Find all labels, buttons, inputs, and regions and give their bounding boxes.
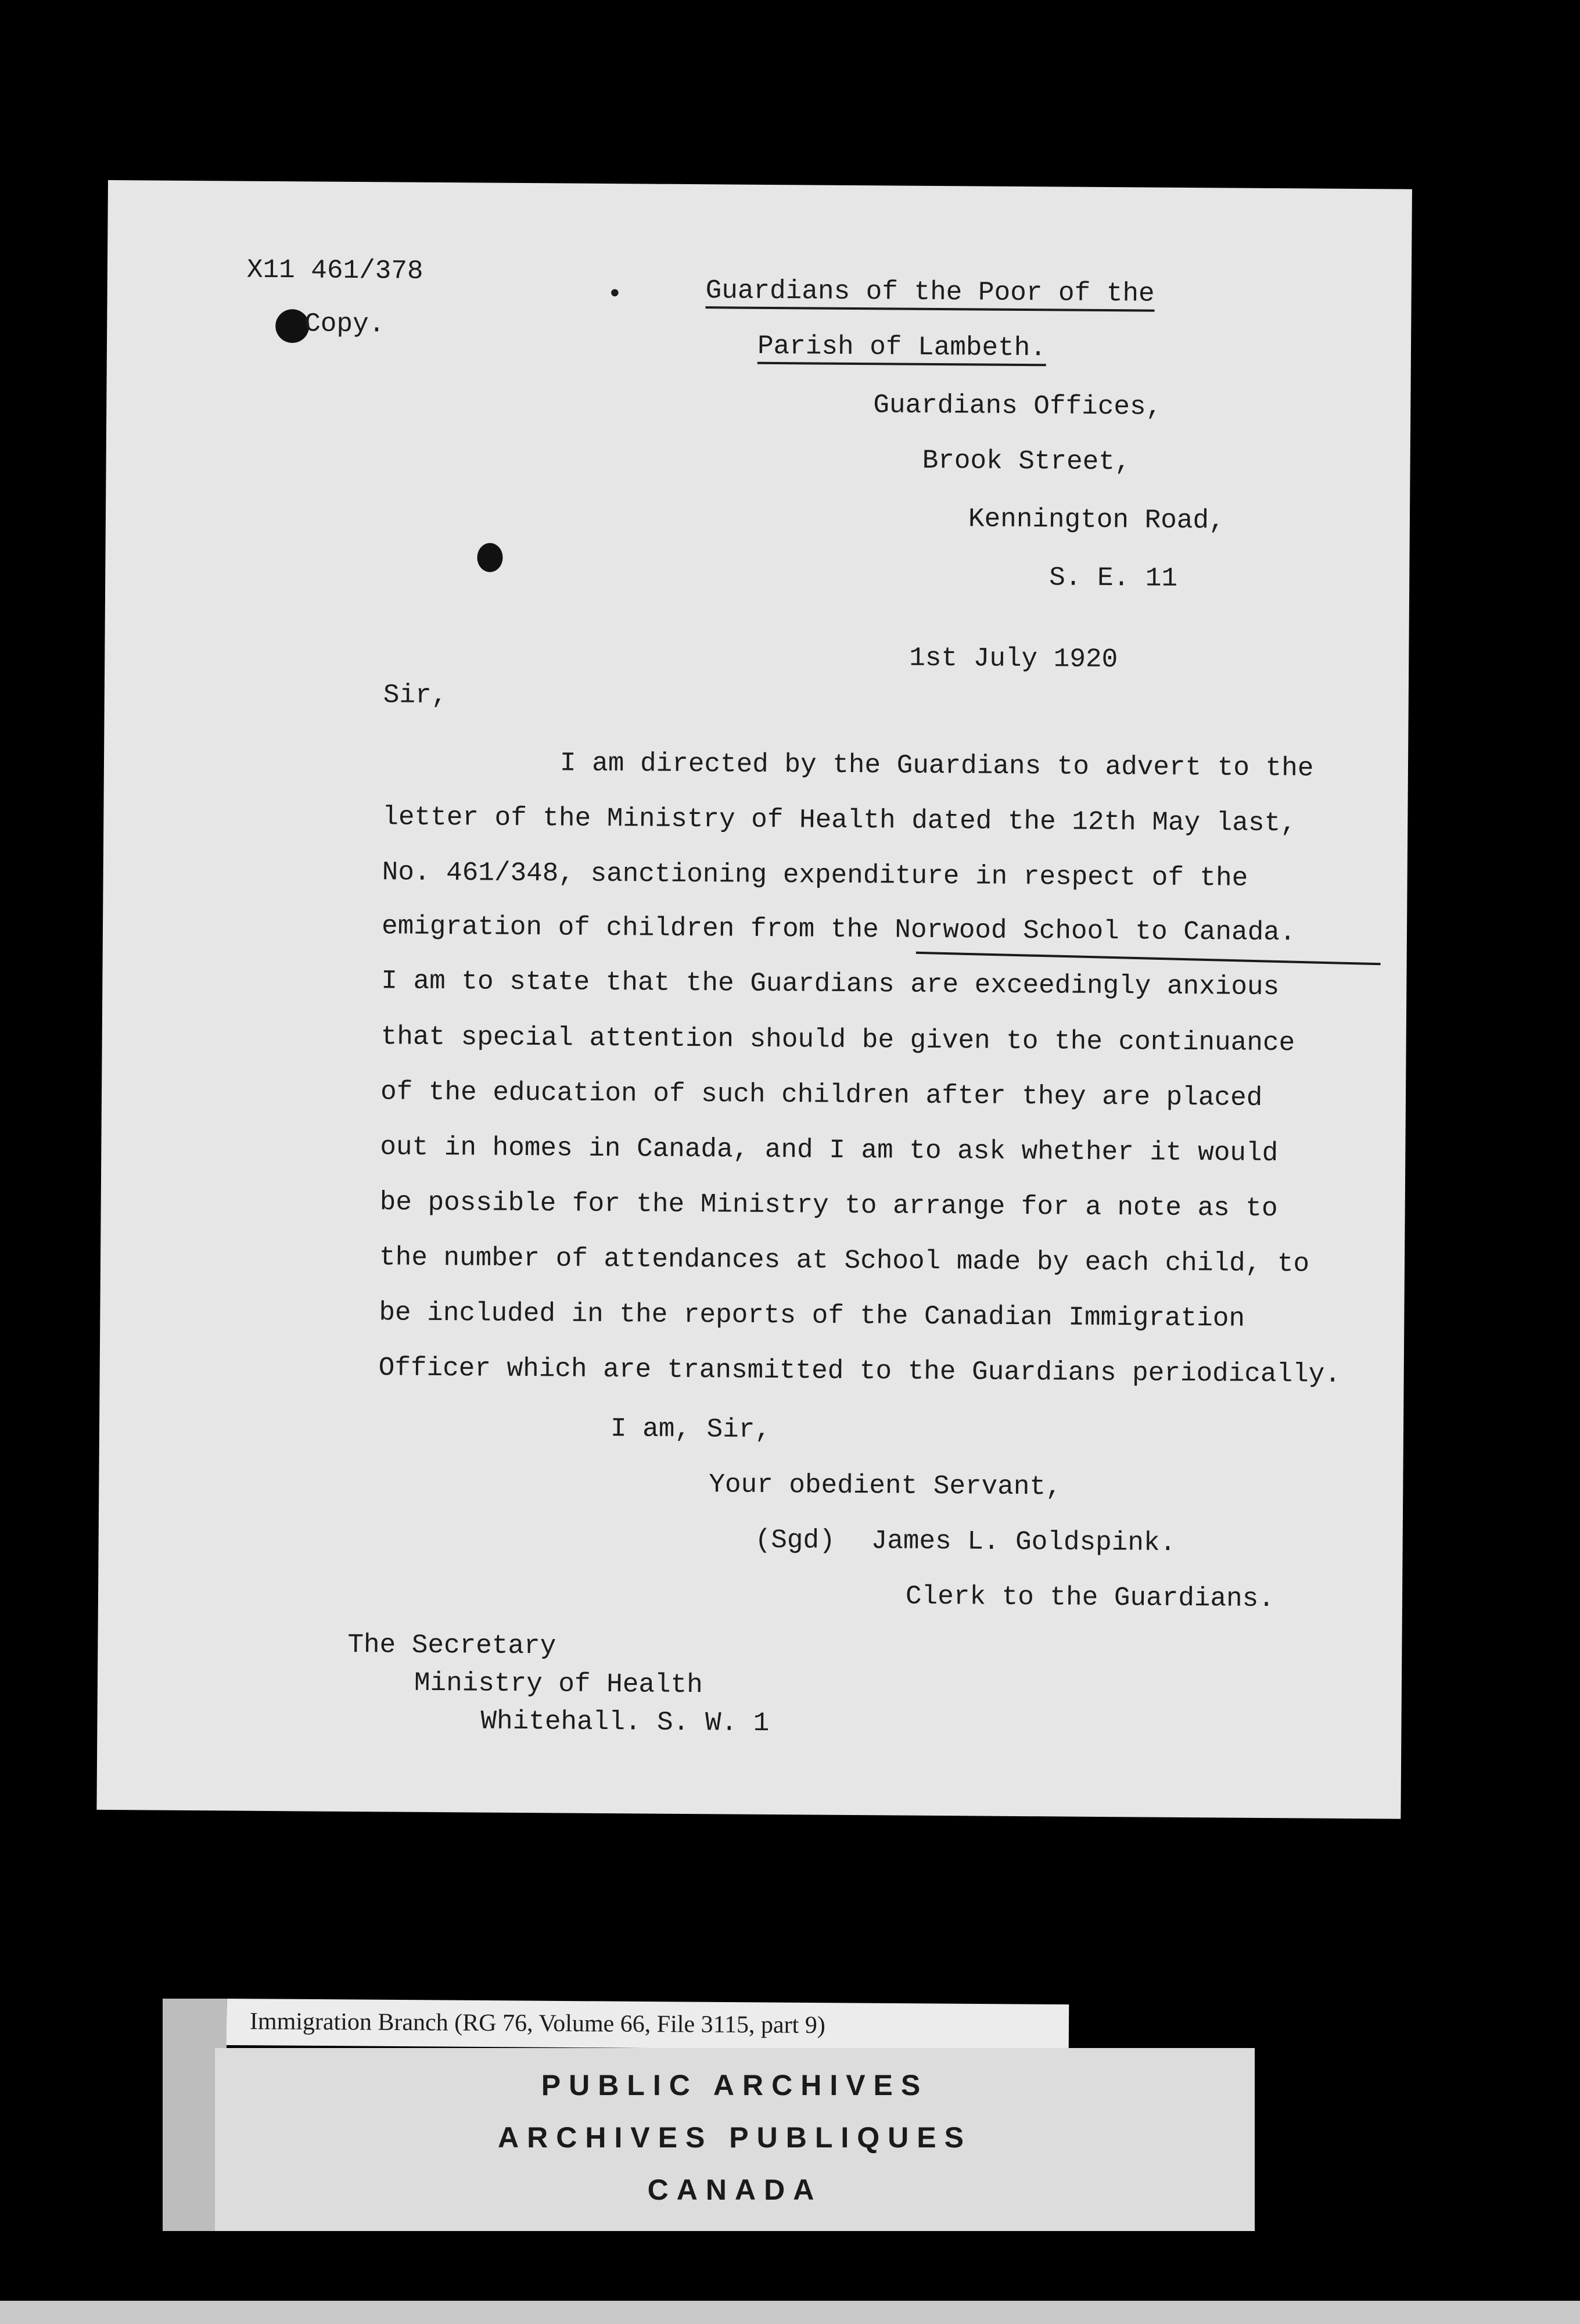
recipient-line2: Ministry of Health xyxy=(414,1667,703,1701)
body-line: emigration of children from the Norwood School to Canada. xyxy=(381,911,1296,948)
address-line1: Guardians Offices, xyxy=(873,390,1162,422)
copy-label: Copy. xyxy=(304,309,385,340)
stamp-line3: CANADA xyxy=(647,2174,823,2206)
letter-date: 1st July 1920 xyxy=(909,643,1118,675)
body-line: Officer which are transmitted to the Guardians periodically. xyxy=(378,1353,1341,1390)
archive-citation: Immigration Branch (RG 76, Volume 66, File 3115, part 9) xyxy=(249,2008,825,2039)
address-line4: S. E. 11 xyxy=(1049,562,1178,594)
signer-title: Clerk to the Guardians. xyxy=(905,1581,1275,1615)
body-line: be possible for the Ministry to arrange for a note as to xyxy=(379,1187,1278,1224)
body-line: be included in the reports of the Canadian Immigration xyxy=(379,1297,1245,1334)
closing-line1: I am, Sir, xyxy=(610,1414,771,1446)
reference-number: X11 461/378 xyxy=(246,254,423,286)
body-line: letter of the Ministry of Health dated the 12th May last, xyxy=(382,802,1297,839)
closing-line2: Your obedient Servant, xyxy=(709,1469,1062,1502)
address-line2: Brook Street, xyxy=(922,445,1131,478)
body-line: that special attention should be given to the continuance xyxy=(380,1021,1295,1059)
body-line: I am directed by the Guardians to advert to the xyxy=(559,748,1314,784)
letterhead-line2: Parish of Lambeth. xyxy=(757,333,1046,366)
address-line3: Kennington Road, xyxy=(968,504,1225,536)
body-line: I am to state that the Guardians are exceedingly anxious xyxy=(381,966,1280,1003)
salutation: Sir, xyxy=(383,680,448,711)
body-line: No. 461/348, sanctioning expenditure in respect of the xyxy=(382,857,1248,894)
film-edge xyxy=(0,2301,1580,2324)
underline-mark xyxy=(916,952,1381,966)
letter-page xyxy=(96,180,1412,1819)
recipient-line1: The Secretary xyxy=(347,1629,556,1662)
body-line: out in homes in Canada, and I am to ask whether it would xyxy=(380,1132,1279,1169)
body-line: of the education of such children after they are placed xyxy=(380,1077,1263,1113)
stamp-line2: ARCHIVES PUBLIQUES xyxy=(498,2121,972,2154)
ink-blot xyxy=(477,543,502,572)
stamp-line1: PUBLIC ARCHIVES xyxy=(541,2069,929,2101)
letterhead-line1: Guardians of the Poor of the xyxy=(705,277,1154,311)
archives-stamp xyxy=(215,2048,1255,2231)
signed-marker: (Sgd) xyxy=(755,1525,835,1556)
recipient-line3: Whitehall. S. W. 1 xyxy=(480,1706,770,1739)
signer-name: James L. Goldspink. xyxy=(871,1526,1176,1558)
archive-citation-strip xyxy=(227,1999,1069,2051)
body-line: the number of attendances at School made by each child, to xyxy=(379,1242,1310,1279)
dot-mark: • xyxy=(606,279,623,310)
